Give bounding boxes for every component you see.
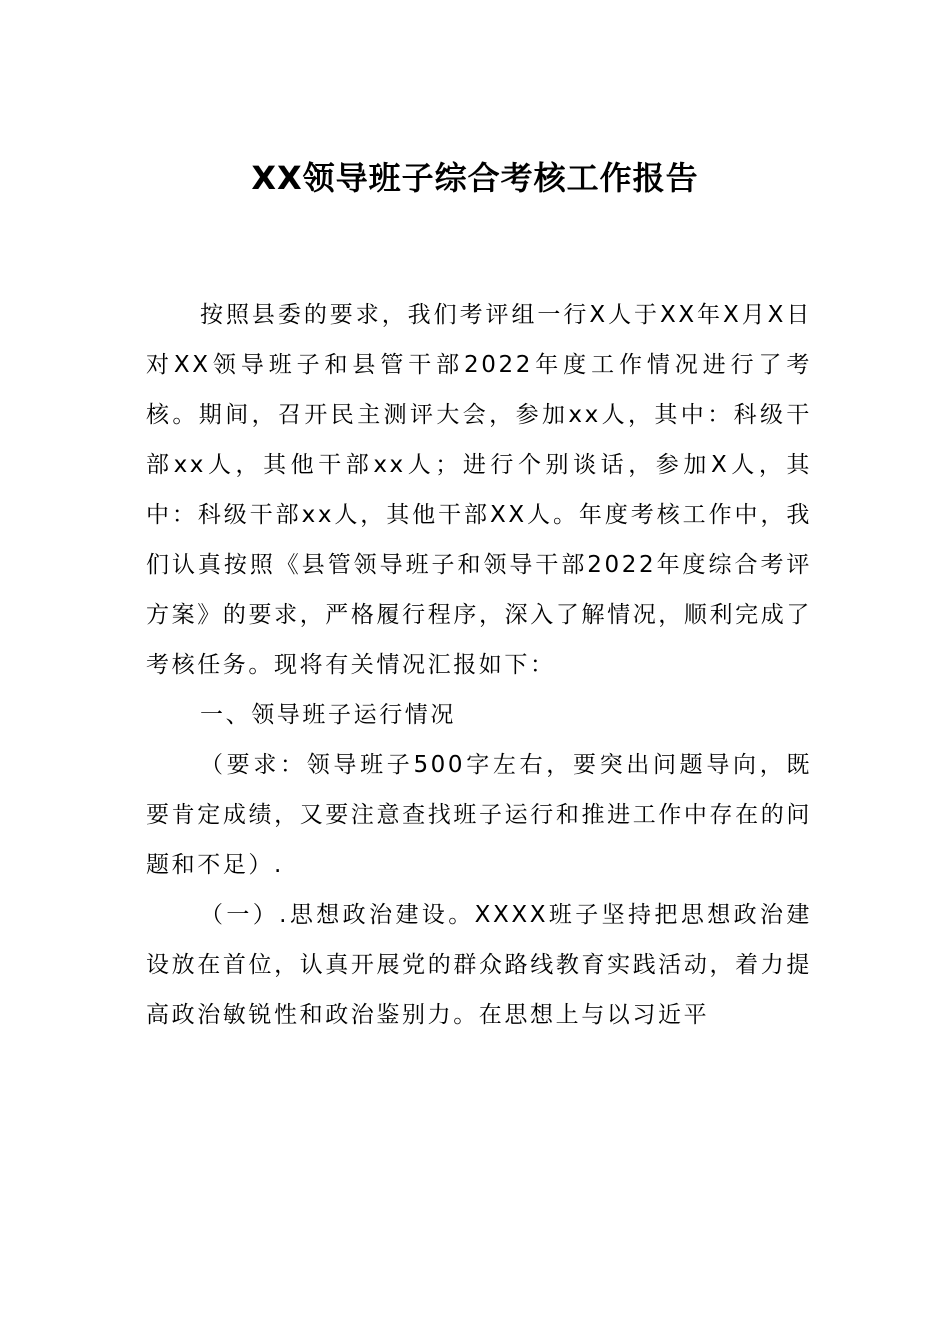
document-title: XX领导班子综合考核工作报告 (251, 159, 699, 197)
section-heading-leadership-operation: 一、领导班子运行情况 (200, 702, 456, 728)
paragraph-ideological-political-building: （一）.思想政治建设。XXXX班子坚持把思想政治建设放在首位，认真开展党的群众路线教育实践活动，着力提高政治敏锐性和政治鉴别力。在思想上与以习近平 (146, 902, 812, 1028)
paragraph-intro: 按照县委的要求，我们考评组一行X人于XX年X月X日对XX领导班子和县管干部2022年度工作情况进行了考核。期间，召开民主测评大会，参加xx人，其中：科级干部xx人，其他干部xx人；进行个别谈话，参加X人，其中：科级干部xx人，其他干部XX人。年度考核工作中，我们认真按照《县管领导班子和领导干部2022年度综合考评方案》的要求，严格履行程序，深入了解情况，顺利完成了考核任务。现将有关情况汇报如下： (146, 302, 812, 678)
paragraph-requirement-note: （要求：领导班子500字左右，要突出问题导向，既要肯定成绩，又要注意查找班子运行和推进工作中存在的问题和不足）. (146, 752, 812, 878)
document-body (146, 290, 812, 1040)
